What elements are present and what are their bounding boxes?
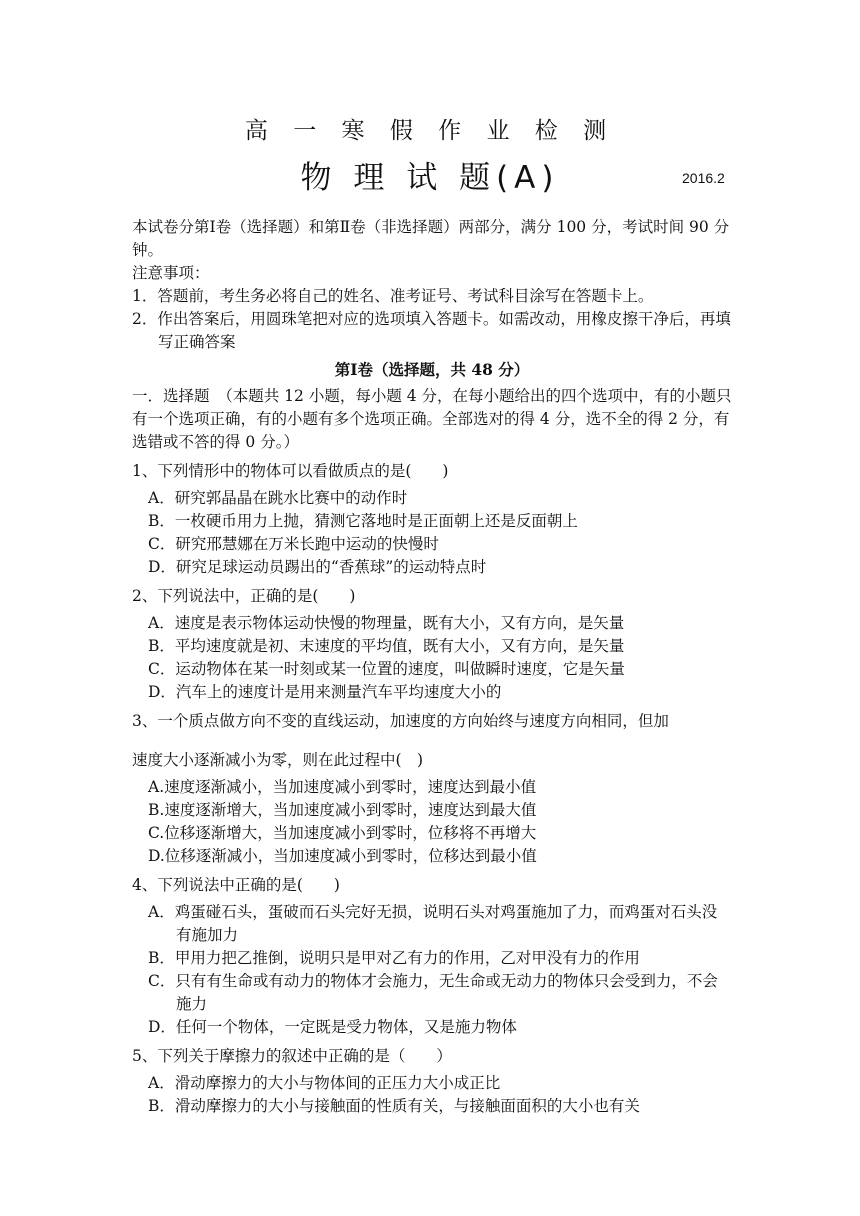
- question-3-option-c: C.位移逐渐增大，当加速度减小到零时，位移将不再增大: [148, 824, 537, 842]
- question-5-option-b: B．滑动摩擦力的大小与接触面的性质有关，与接触面面积的大小也有关: [148, 1097, 640, 1115]
- question-4-stem: 4、下列说法中正确的是( ): [132, 876, 340, 894]
- question-2-option-c: C．运动物体在某一时刻或某一位置的速度，叫做瞬时速度，它是矢量: [148, 660, 625, 678]
- section-title: 第Ⅰ卷（选择题，共 48 分）: [334, 360, 530, 379]
- question-4-option-d: D．任何一个物体，一定既是受力物体，又是施力物体: [148, 1018, 517, 1036]
- subject-title: 物 理 试 题(A): [300, 160, 560, 196]
- intro-text: 本试卷分第Ⅰ卷（选择题）和第Ⅱ卷（非选择题）两部分，满分 100 分，考试时间 90 分钟。: [132, 218, 730, 259]
- question-3-option-b: B.速度逐渐增大，当加速度减小到零时，速度达到最大值: [148, 801, 537, 819]
- question-2-stem: 2、下列说法中，正确的是( ): [132, 587, 356, 605]
- notice-item-1: 1．答题前，考生务必将自己的姓名、准考证号、考试科目涂写在答题卡上。: [132, 287, 654, 305]
- question-2-option-a: A．速度是表示物体运动快慢的物理量，既有大小，又有方向，是矢量: [148, 614, 625, 632]
- question-1-stem: 1、下列情形中的物体可以看做质点的是( ): [132, 462, 449, 480]
- question-1-option-b: B．一枚硬币用力上抛，猜测它落地时是正面朝上还是反面朝上: [148, 512, 578, 530]
- question-3-option-d: D.位移逐渐减小，当加速度减小到零时，位移达到最小值: [148, 847, 537, 865]
- section-instructions: 一．选择题 （本题共 12 小题，每小题 4 分，在每小题给出的四个选项中，有的小题只有一个选项正确，有的小题有多个选项正确。全部选对的得 4 分，选不全的得 2 分，有选错或不答的得 0 分。）: [132, 387, 732, 451]
- question-2-option-b: B．平均速度就是初、末速度的平均值，既有大小，又有方向，是矢量: [148, 637, 625, 655]
- question-4-option-b: B．甲用力把乙推倒，说明只是甲对乙有力的作用，乙对甲没有力的作用: [148, 949, 640, 967]
- question-3-stem-line1: 3、一个质点做方向不变的直线运动，加速度的方向始终与速度方向相同，但加: [132, 712, 669, 730]
- question-1-option-d: D．研究足球运动员踢出的“香蕉球”的运动特点时: [148, 558, 487, 576]
- question-1-option-c: C．研究邢慧娜在万米长跑中运动的快慢时: [148, 535, 439, 553]
- question-4-option-c: C．只有有生命或有动力的物体才会施力，无生命或无动力的物体只会受到力，不会施力: [148, 972, 718, 1013]
- notice-item-2: 2．作出答案后，用圆珠笔把对应的选项填入答题卡。如需改动，用橡皮擦干净后，再填写正确答案: [132, 310, 731, 351]
- exam-body: [132, 216, 732, 1118]
- question-5-option-a: A．滑动摩擦力的大小与物体间的正压力大小成正比: [148, 1074, 501, 1092]
- exam-date: 2016.2: [682, 170, 725, 186]
- question-4-option-a: A．鸡蛋碰石头，蛋破而石头完好无损，说明石头对鸡蛋施加了力，而鸡蛋对石头没有施加力: [148, 903, 718, 944]
- question-3-stem-line2: 速度大小逐渐减小为零，则在此过程中( ): [132, 751, 424, 769]
- question-1-option-a: A．研究郭晶晶在跳水比赛中的动作时: [148, 489, 408, 507]
- question-3-option-a: A.速度逐渐减小，当加速度减小到零时，速度达到最小值: [148, 778, 537, 796]
- question-2-option-d: D．汽车上的速度计是用来测量汽车平均速度大小的: [148, 683, 502, 701]
- exam-title: 高 一 寒 假 作 业 检 测: [244, 118, 616, 144]
- question-5-stem: 5、下列关于摩擦力的叙述中正确的是（ ）: [132, 1047, 452, 1065]
- notice-label: 注意事项：: [132, 264, 210, 282]
